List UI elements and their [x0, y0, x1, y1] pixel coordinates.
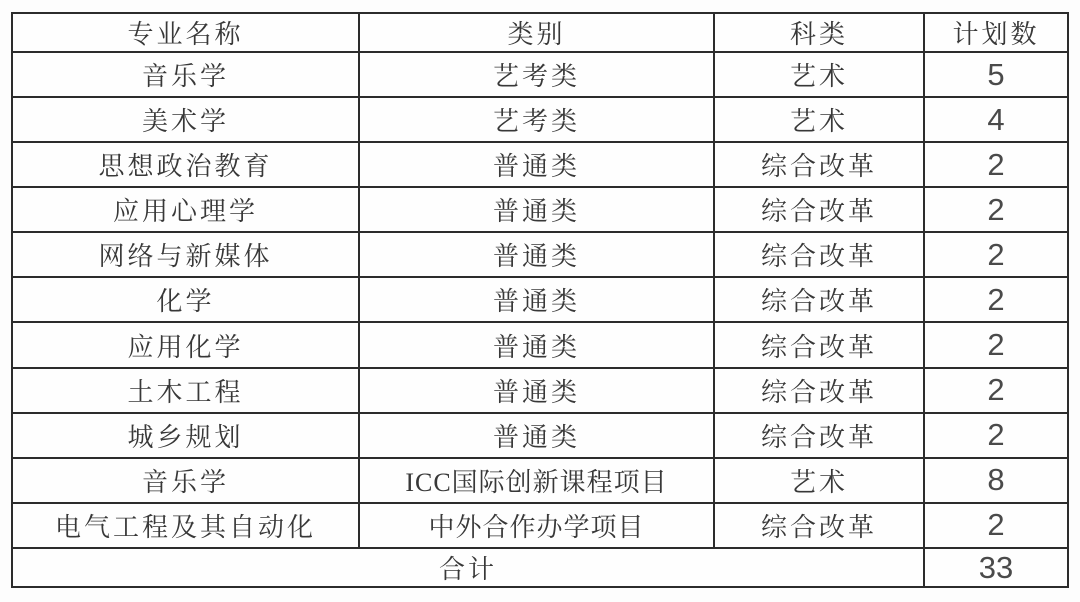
cell-subject-type: 艺术	[714, 458, 924, 503]
cell-category: 艺考类	[359, 52, 714, 97]
table-row	[12, 322, 1068, 367]
cell-subject-type: 综合改革	[714, 277, 924, 322]
cell-major: 城乡规划	[12, 413, 359, 458]
header-category: 类别	[359, 13, 714, 52]
cell-subject-type: 综合改革	[714, 187, 924, 232]
cell-major: 土木工程	[12, 368, 359, 413]
cell-category: 普通类	[359, 277, 714, 322]
table-row	[12, 503, 1068, 548]
cell-subject-type: 综合改革	[714, 413, 924, 458]
cell-plan-count: 4	[924, 97, 1068, 142]
total-value-cell: 33	[924, 548, 1068, 587]
table-row	[12, 277, 1068, 322]
table-row	[12, 187, 1068, 232]
cell-subject-type: 综合改革	[714, 142, 924, 187]
cell-major: 音乐学	[12, 52, 359, 97]
cell-major: 电气工程及其自动化	[12, 503, 359, 548]
table-row	[12, 97, 1068, 142]
cell-plan-count: 2	[924, 503, 1068, 548]
cell-subject-type: 综合改革	[714, 368, 924, 413]
cell-category: ICC国际创新课程项目	[359, 458, 714, 503]
cell-category: 普通类	[359, 232, 714, 277]
cell-major: 化学	[12, 277, 359, 322]
total-label-cell: 合计	[12, 548, 924, 587]
cell-category: 艺考类	[359, 97, 714, 142]
cell-plan-count: 2	[924, 142, 1068, 187]
cell-subject-type: 综合改革	[714, 503, 924, 548]
cell-major: 应用心理学	[12, 187, 359, 232]
total-row	[12, 548, 1068, 587]
cell-category: 普通类	[359, 142, 714, 187]
cell-major: 音乐学	[12, 458, 359, 503]
header-row	[12, 13, 1068, 52]
header-major-name: 专业名称	[12, 13, 359, 52]
admission-plan-table	[11, 12, 1069, 588]
header-subject-type: 科类	[714, 13, 924, 52]
table-row	[12, 458, 1068, 503]
table-row	[12, 142, 1068, 187]
cell-plan-count: 2	[924, 232, 1068, 277]
cell-plan-count: 2	[924, 413, 1068, 458]
cell-major: 美术学	[12, 97, 359, 142]
cell-plan-count: 2	[924, 187, 1068, 232]
cell-category: 普通类	[359, 187, 714, 232]
cell-major: 应用化学	[12, 322, 359, 367]
cell-plan-count: 2	[924, 368, 1068, 413]
cell-plan-count: 2	[924, 322, 1068, 367]
cell-category: 普通类	[359, 322, 714, 367]
cell-major: 网络与新媒体	[12, 232, 359, 277]
table-row	[12, 232, 1068, 277]
header-plan-count: 计划数	[924, 13, 1068, 52]
cell-category: 普通类	[359, 368, 714, 413]
cell-category: 普通类	[359, 413, 714, 458]
table-row	[12, 52, 1068, 97]
table-row	[12, 413, 1068, 458]
table-row	[12, 368, 1068, 413]
cell-plan-count: 2	[924, 277, 1068, 322]
cell-subject-type: 综合改革	[714, 322, 924, 367]
cell-plan-count: 5	[924, 52, 1068, 97]
cell-subject-type: 艺术	[714, 52, 924, 97]
cell-subject-type: 综合改革	[714, 232, 924, 277]
cell-subject-type: 艺术	[714, 97, 924, 142]
cell-category: 中外合作办学项目	[359, 503, 714, 548]
cell-plan-count: 8	[924, 458, 1068, 503]
cell-major: 思想政治教育	[12, 142, 359, 187]
